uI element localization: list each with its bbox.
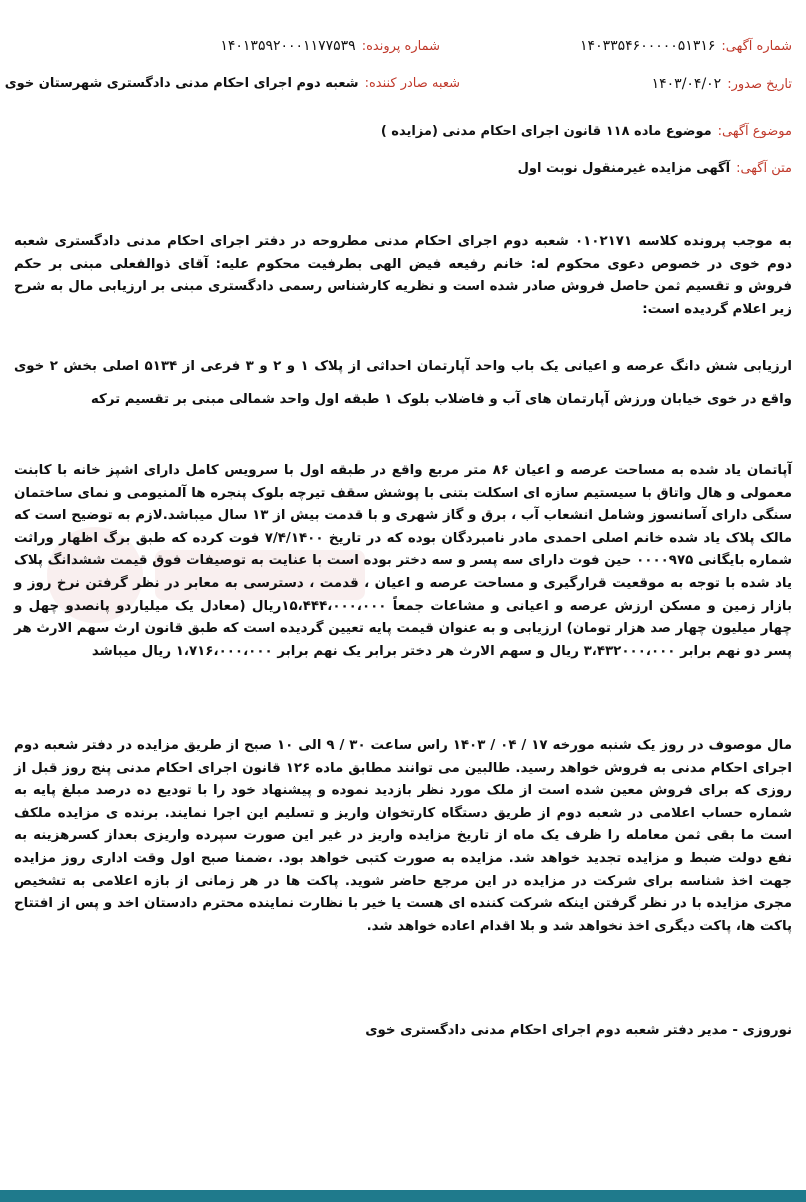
notice-text-label: متن آگهی:: [736, 161, 792, 176]
case-number-label: شماره پرونده:: [361, 39, 440, 54]
case-number-value: ۱۴۰۱۳۵۹۲۰۰۰۱۱۷۷۵۳۹: [220, 38, 356, 54]
subject-row: [381, 124, 792, 139]
notice-text-title: آگهی مزایده غیرمنقول نوبت اول: [517, 161, 731, 176]
subject-value: موضوع ماده ۱۱۸ قانون اجرای احکام مدنی (مزایده ): [380, 124, 712, 139]
signature-line: نوروزی - مدیر دفتر شعبه دوم اجرای احکام مدنی دادگستری خوی: [365, 1023, 792, 1038]
issuer-row: [5, 76, 460, 91]
notice-text-row: [518, 161, 792, 176]
issue-date-row: [652, 76, 792, 92]
auction-terms-paragraph: مال موصوف در روز یک شنبه مورخه ۱۷ / ۰۴ / ۱۴۰۳ راس ساعت ۳۰ / ۹ الی ۱۰ صبح از طریق مزایده در دفتر شعبه دوم اجرای احکام مدنی به فروش خواهد رسید. طالبین می توانند مطابق ماده ۱۲۶ قانون اجرای احکام مدنی پنج روز قبل از روزی که برای فروش معین شده است از ملک مورد نظر بازدید نموده و پیشنهاد خود را با تودیع ده درصد مبلغ پایه به شماره حساب اعلامی در شعبه دوم از طریق دستگاه کارتخوان واریز و تسلیم این اجرا نمایند. برنده ی مزایده ملکف است ما بقی ثمن معامله را ظرف یک ماه از تاریخ مزایده واریز در غیر این صورت سپرده واریزی بعداز کسرهزینه به نفع دولت ضبط و مزایده تجدید خواهد شد. مزایده به صورت کتبی خواهد بود. ،ضمنا صبح اول وقت اداری روز مزایده جهت اخذ شناسه برای شرکت در مزایده در این مرجع حاضر شوید. پاکت ها در هر زمانی از بازه اعلامی به تشخیص مجری مزایده با در نظر گرفتن اینکه شرکت کننده ای هست یا خیر با نظارت نماینده محترم دادستان اخد و پس از افتتاح پاکت ها، پاکت دیگری اخذ نخواهد شد و بلا اقدام اعاده خواهد شد.: [14, 738, 792, 934]
intro-paragraph: به موجب پرونده کلاسه ۰۱۰۲۱۷۱ شعبه دوم اجرای احکام مدنی مطروحه در دفتر اجرای احکام مدنی دادگستری شعبه دوم خوی در خصوص دعوی محکوم له: خانم رفیعه فیض الهی بطرفیت محکوم علیه: آقای ذوالفعلی مبنی بر حکم فروش و تقسیم ثمن حاصل فروش صادر شده است و نظریه کارشناس رسمی دادگستری مبنی بر ارزیابی مال به شرح زیر اعلام گردیده است:: [14, 234, 792, 317]
issuer-value: شعبه دوم اجرای احکام مدنی دادگستری شهرستان خوی: [4, 76, 359, 91]
notice-number-label: شماره آگهی:: [721, 39, 792, 54]
issue-date-value: ۱۴۰۳/۰۴/۰۲: [651, 76, 722, 92]
subject-label: موضوع آگهی:: [717, 124, 792, 139]
notice-number-value: ۱۴۰۳۳۵۴۶۰۰۰۰۰۵۱۳۱۶: [580, 38, 716, 54]
case-number-row: [220, 38, 440, 54]
property-details-paragraph: آپاتمان یاد شده به مساحت عرصه و اعیان ۸۶ متر مربع واقع در طبقه اول با سرویس کامل دارای اشپز خانه با کابنت معمولی و هال واتاق با سیستیم سازه ای اسکلت بتنی با پوشش سقف تیرچه بلوک پنجره ها آلمنیومی و نمای ساختمان سنگی دارای آسانسوز وشامل انشعاب آب ، برق و گاز شهری و با قدمت بیش از ۱۳ سال میباشد.لازم به توضیح است که مالک پلاک یاد شده خانم اصلی احمدی مادر نامبردگان بوده که در تاریخ ۷/۴/۱۴۰۰ فوت کرده که طبق برگ اظهار وراثت شماره بایگانی ۰۰۰۰۹۷۵ حین فوت دارای سه پسر و سه دختر بوده است با عنایت به توصیفات فوق قیمت ششدانگ پلاک یاد شده با توجه به موقعیت قرارگیری و مساحت عرصه و اعیان ، قدمت ، دسترسی به معابر در نظر گرفتن نرخ روز و بازار زمین و مسکن ارزش عرصه و اعیانی و مشاعات جمعاً ۱۵،۴۴۴،۰۰۰،۰۰۰ریال (معادل یک میلیاردو پانصدو چهل و چهار میلیون چهار صد هزار تومان) ارزیابی و به عنوان قیمت پایه تعیین گردیده است که طبق قانون ارث سهم الارث هر پسر دو نهم برابر ۳،۴۳۲۰۰۰،۰۰۰ ریال و سهم الارث هر دختر برابر یک نهم برابر ۱،۷۱۶،۰۰۰،۰۰۰ ریال میباشد: [14, 463, 792, 659]
notice-number-row: [580, 38, 792, 54]
appraisal-paragraph: ارزیابی شش دانگ عرصه و اعیانی یک باب واحد آپارتمان احداثی از پلاک ۱ و ۲ و ۳ فرعی از ۵۱۳۴ اصلی بخش ۲ خوی واقع در خوی خیابان ورزش آپارتمان های آب و فاضلاب بلوک ۱ طبقه اول واحد شمالی مبنی بر تقسیم ترکه: [14, 359, 792, 407]
issue-date-label: تاریخ صدور:: [727, 77, 792, 92]
issuer-label: شعبه صادر کننده:: [364, 76, 460, 91]
bottom-bar: [0, 1190, 806, 1202]
